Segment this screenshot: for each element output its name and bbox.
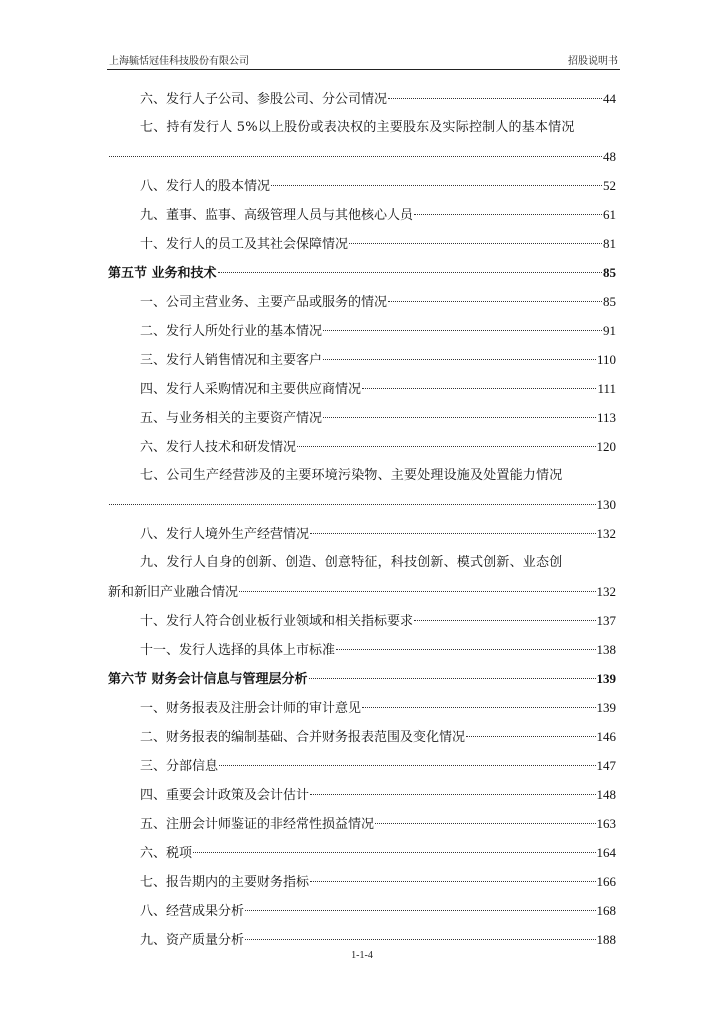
- dot-leader: [297, 446, 595, 447]
- toc-entry-label: 六、税项: [140, 846, 193, 861]
- page-number: 1-1-4: [351, 950, 373, 961]
- dot-leader: [245, 939, 595, 940]
- toc-entry-label: 二、发行人所处行业的基本情况: [140, 324, 323, 339]
- toc-entry-label: 六、发行人子公司、参股公司、分公司情况: [140, 92, 388, 107]
- toc-entry[interactable]: [108, 200, 616, 229]
- toc-entry-page: 48: [603, 149, 616, 164]
- toc-entry-label: 七、持有发行人 5%以上股份或表决权的主要股东及实际控制人的基本情况: [140, 120, 575, 135]
- toc-entry[interactable]: [108, 519, 616, 548]
- dot-leader: [109, 156, 602, 157]
- toc-entry[interactable]: [108, 780, 616, 809]
- toc-entry[interactable]: [108, 374, 616, 403]
- dot-leader: [414, 214, 602, 215]
- toc-entry[interactable]: [108, 838, 616, 867]
- toc-entry-page: 91: [603, 323, 616, 338]
- toc-entry-label: 五、注册会计师鉴证的非经常性损益情况: [140, 817, 375, 832]
- toc-section-heading[interactable]: [108, 664, 616, 693]
- toc-entry-label: 八、经营成果分析: [140, 904, 245, 919]
- toc-entry-label: 十、发行人的员工及其社会保障情况: [140, 237, 349, 252]
- toc-entry-label: 九、发行人自身的创新、创造、创意特征，科技创新、模式创新、业态创: [140, 555, 563, 570]
- toc-entry-page: 113: [596, 410, 616, 425]
- toc-entry-page: 166: [596, 874, 616, 889]
- toc-entry[interactable]: [108, 113, 616, 142]
- header-divider: [107, 69, 620, 70]
- dot-leader: [388, 301, 602, 302]
- toc-entry[interactable]: [108, 345, 616, 374]
- toc-entry[interactable]: [108, 229, 616, 258]
- toc-entry[interactable]: [108, 635, 616, 664]
- toc-entry-page: 163: [596, 816, 616, 831]
- toc-entry-label: 十一、发行人选择的具体上市标准: [140, 643, 336, 658]
- toc-entry[interactable]: [108, 867, 616, 896]
- toc-entry-continuation[interactable]: [108, 490, 616, 519]
- table-of-contents: [108, 84, 616, 954]
- toc-entry-page: 52: [603, 178, 616, 193]
- header-document-type: 招股说明书: [568, 56, 618, 67]
- toc-entry-label: 三、分部信息: [140, 759, 219, 774]
- dot-leader: [310, 794, 595, 795]
- toc-entry-label: 四、发行人采购情况和主要供应商情况: [140, 382, 362, 397]
- toc-entry-label: 一、公司主营业务、主要产品或服务的情况: [140, 295, 388, 310]
- toc-entry-page: 139: [596, 700, 616, 715]
- toc-entry[interactable]: [108, 287, 616, 316]
- toc-entry-label: 第五节 业务和技术: [108, 266, 217, 281]
- dot-leader: [375, 823, 595, 824]
- dot-leader: [309, 678, 596, 679]
- toc-entry[interactable]: [108, 693, 616, 722]
- toc-entry[interactable]: [108, 606, 616, 635]
- dot-leader: [336, 649, 595, 650]
- toc-entry-label: 三、发行人销售情况和主要客户: [140, 353, 323, 368]
- toc-entry[interactable]: [108, 461, 616, 490]
- toc-entry-page: 188: [596, 932, 616, 947]
- toc-entry[interactable]: [108, 316, 616, 345]
- dot-leader: [362, 707, 595, 708]
- dot-leader: [414, 620, 595, 621]
- toc-entry-continuation[interactable]: [108, 577, 616, 606]
- toc-entry-page: 81: [603, 236, 616, 251]
- dot-leader: [466, 736, 595, 737]
- toc-entry[interactable]: [108, 548, 616, 577]
- toc-entry[interactable]: [108, 751, 616, 780]
- toc-entry-page: 137: [596, 613, 616, 628]
- toc-entry-page: 44: [603, 91, 616, 106]
- dot-leader: [239, 591, 595, 592]
- dot-leader: [218, 272, 602, 273]
- toc-entry-label: 七、公司生产经营涉及的主要环境污染物、主要处理设施及处置能力情况: [140, 468, 563, 483]
- dot-leader: [310, 881, 595, 882]
- toc-entry[interactable]: [108, 84, 616, 113]
- toc-section-heading[interactable]: [108, 258, 616, 287]
- toc-entry-page: 120: [596, 439, 616, 454]
- toc-entry-label: 八、发行人的股本情况: [140, 179, 271, 194]
- page-header: [107, 52, 620, 68]
- toc-entry-page: 132: [596, 584, 616, 599]
- toc-entry[interactable]: [108, 403, 616, 432]
- toc-entry-continuation[interactable]: [108, 142, 616, 171]
- toc-entry-label: 六、发行人技术和研发情况: [140, 440, 297, 455]
- toc-entry-label: 九、董事、监事、高级管理人员与其他核心人员: [140, 208, 414, 223]
- toc-entry-label: 十、发行人符合创业板行业领域和相关指标要求: [140, 614, 414, 629]
- toc-entry-page: 138: [596, 642, 616, 657]
- dot-leader: [323, 359, 596, 360]
- toc-entry-page: 148: [596, 787, 616, 802]
- toc-entry[interactable]: [108, 171, 616, 200]
- toc-entry[interactable]: [108, 432, 616, 461]
- toc-entry-page: 111: [597, 381, 616, 396]
- dot-leader: [109, 504, 596, 505]
- dot-leader: [388, 98, 602, 99]
- toc-entry-label: 二、财务报表的编制基础、合并财务报表范围及变化情况: [140, 730, 466, 745]
- toc-entry-label: 一、财务报表及注册会计师的审计意见: [140, 701, 362, 716]
- toc-entry-page: 147: [596, 758, 616, 773]
- dot-leader: [349, 243, 602, 244]
- toc-entry-label: 七、报告期内的主要财务指标: [140, 875, 310, 890]
- dot-leader: [362, 388, 596, 389]
- toc-entry[interactable]: [108, 722, 616, 751]
- toc-entry-page: 130: [596, 497, 616, 512]
- toc-entry-page: 110: [596, 352, 616, 367]
- toc-entry-page: 168: [596, 903, 616, 918]
- toc-entry-label: 八、发行人境外生产经营情况: [140, 527, 310, 542]
- dot-leader: [323, 330, 602, 331]
- toc-entry-page: 132: [596, 526, 616, 541]
- header-company-name: 上海毓恬冠佳科技股份有限公司: [109, 56, 249, 67]
- toc-entry[interactable]: [108, 896, 616, 925]
- toc-entry-label: 九、资产质量分析: [140, 933, 245, 948]
- toc-entry-page: 146: [596, 729, 616, 744]
- toc-entry-label: 五、与业务相关的主要资产情况: [140, 411, 323, 426]
- dot-leader: [219, 765, 595, 766]
- dot-leader: [271, 185, 602, 186]
- toc-entry[interactable]: [108, 809, 616, 838]
- dot-leader: [310, 533, 595, 534]
- toc-entry-page: 85: [603, 265, 616, 280]
- toc-entry-page: 61: [603, 207, 616, 222]
- dot-leader: [323, 417, 596, 418]
- dot-leader: [193, 852, 595, 853]
- toc-entry-label: 第六节 财务会计信息与管理层分析: [108, 672, 308, 687]
- toc-entry-page: 139: [596, 671, 616, 686]
- toc-entry-label: 四、重要会计政策及会计估计: [140, 788, 310, 803]
- toc-entry-label-continued: 新和新旧产业融合情况: [108, 585, 239, 600]
- toc-entry-page: 164: [596, 845, 616, 860]
- toc-entry-page: 85: [603, 294, 616, 309]
- dot-leader: [245, 910, 595, 911]
